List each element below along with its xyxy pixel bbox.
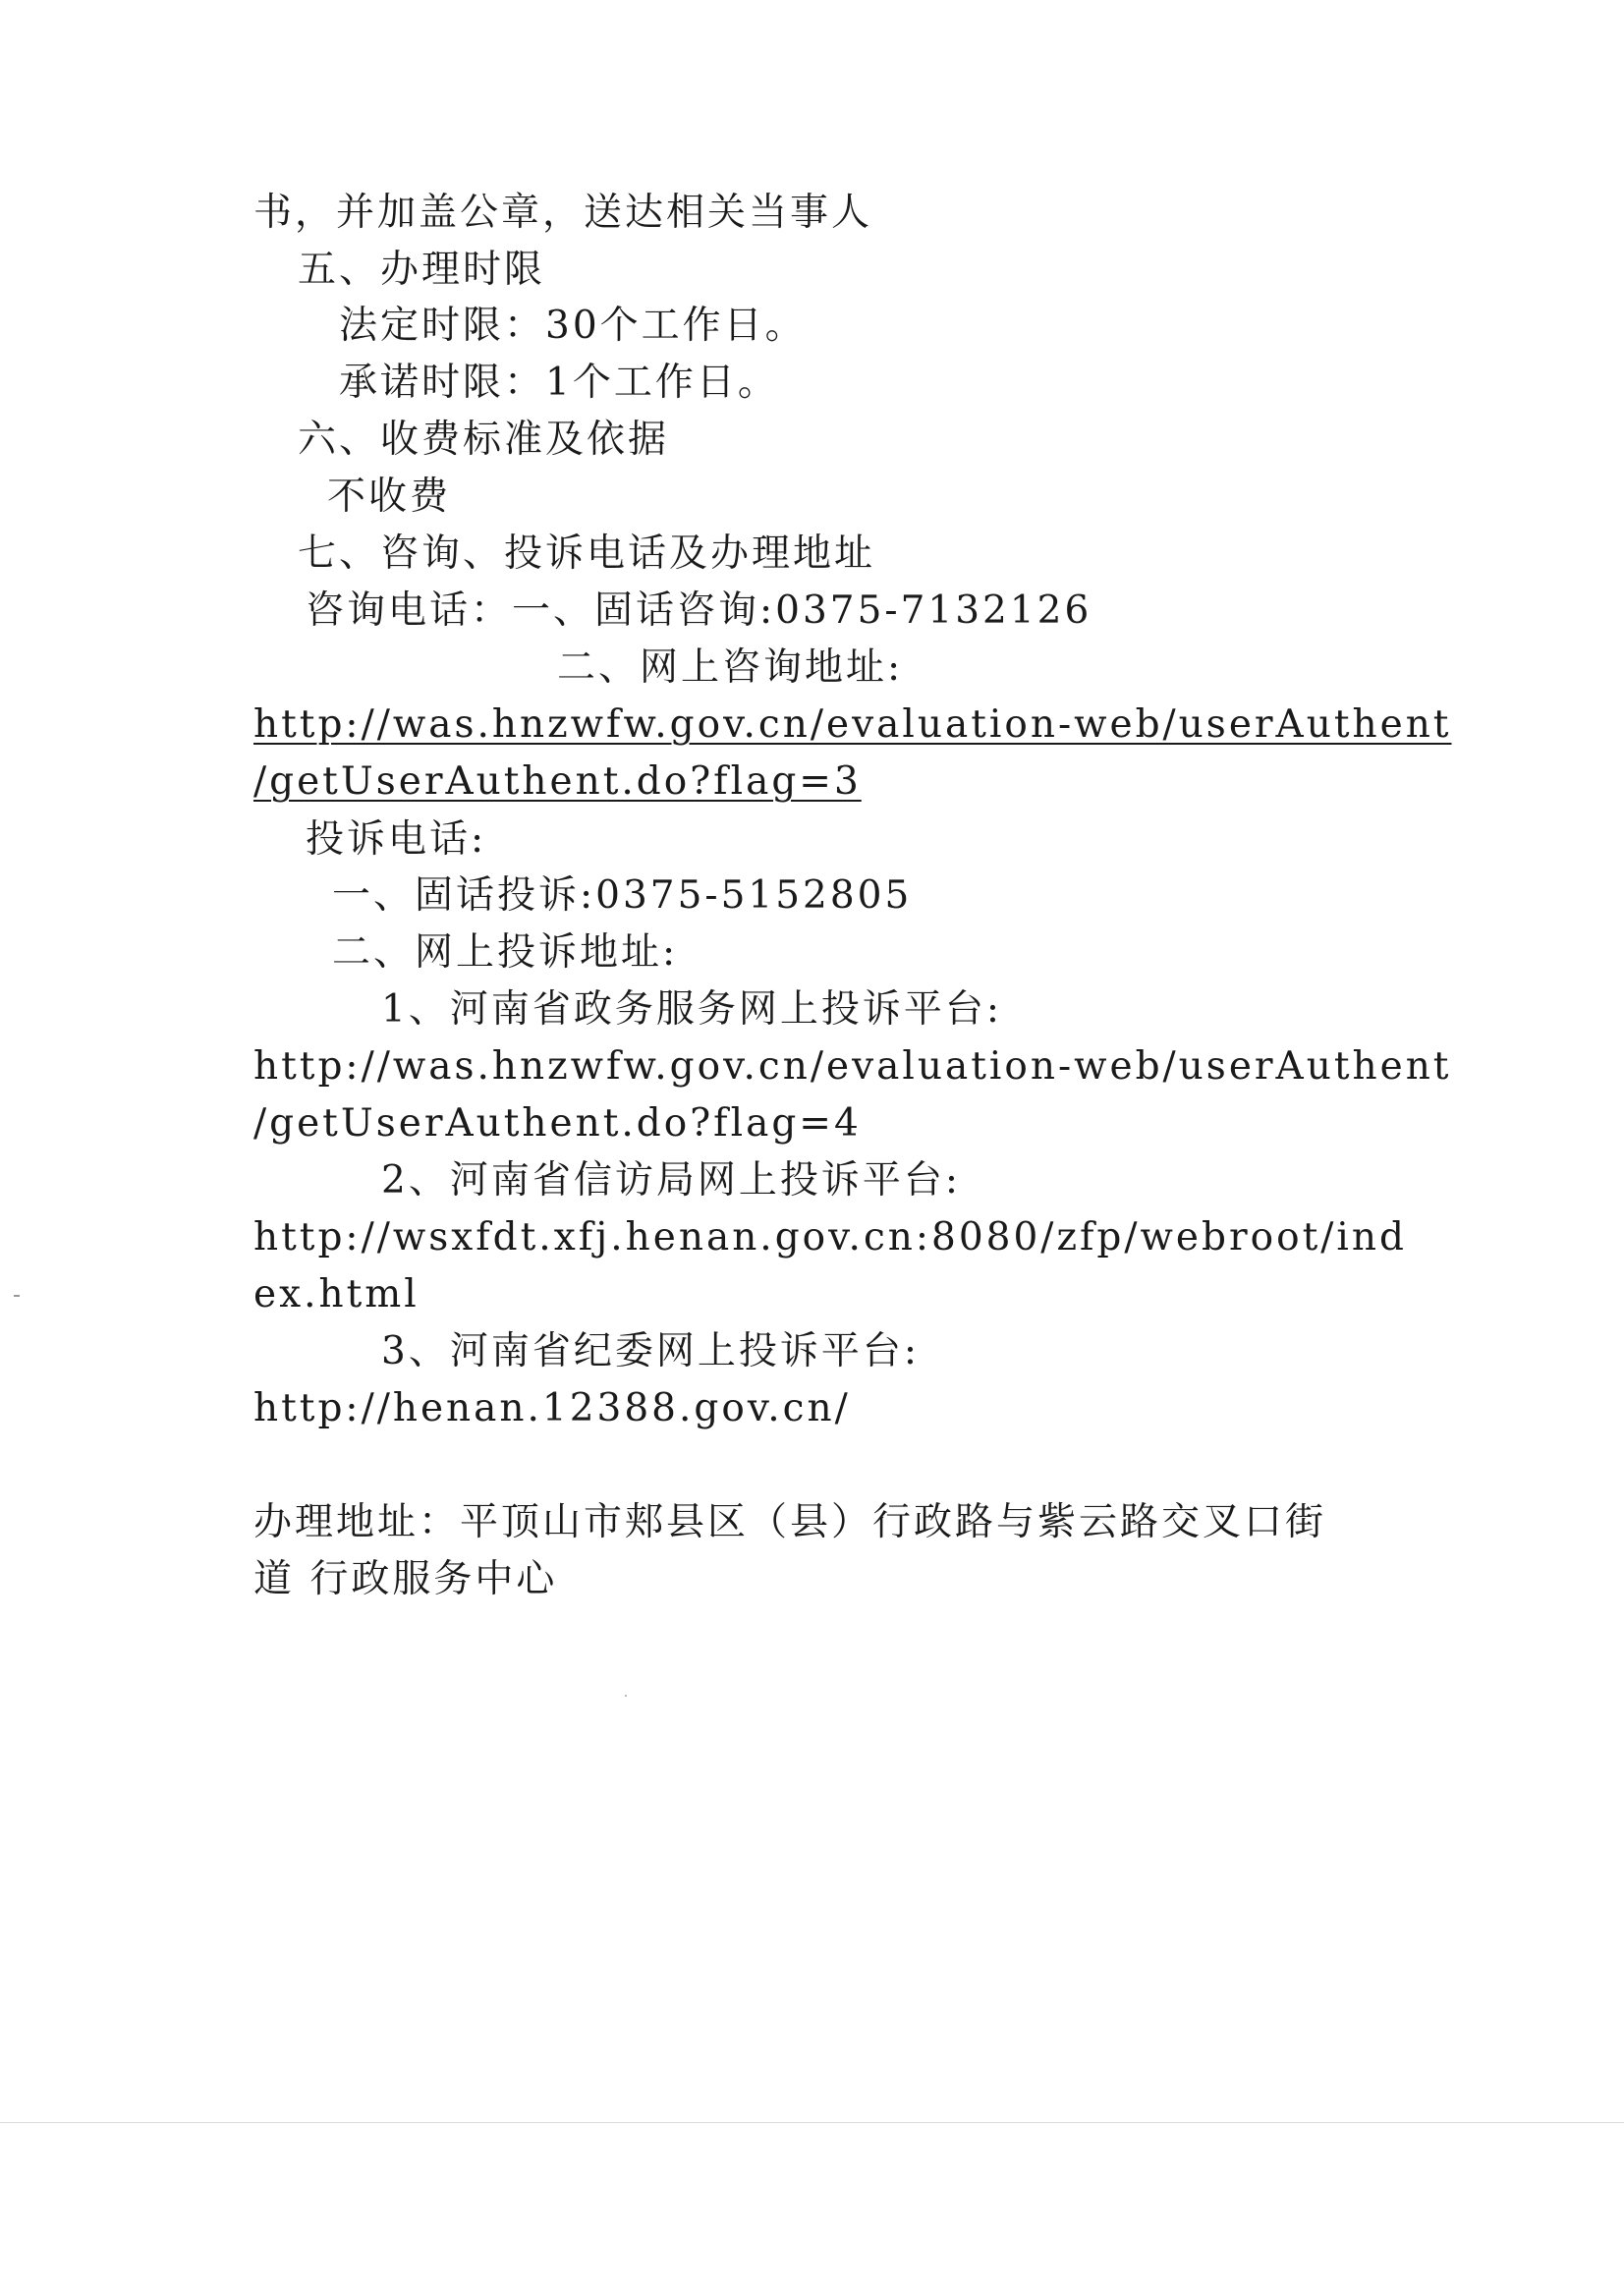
consult-url-line-1[interactable]: http://was.hnzwfw.gov.cn/evaluation-web/userAuthent — [253, 702, 1452, 747]
text-line-consult-phone: 咨询电话：一、固话咨询:0375-7132126 — [306, 588, 1092, 633]
section-heading-contact: 七、咨询、投诉电话及办理地址 — [298, 532, 876, 576]
text-line-landline-complaint: 一、固话投诉:0375-5152805 — [332, 873, 913, 918]
scan-edge-line — [0, 2122, 1624, 2123]
text-line-platform-1: 1、河南省政务服务网上投诉平台: — [381, 987, 1002, 1032]
scan-mark — [14, 1295, 20, 1297]
text-line-office-address-cont: 道 行政服务中心 — [253, 1557, 558, 1601]
text-line-platform-3: 3、河南省纪委网上投诉平台: — [381, 1329, 920, 1373]
text-line-online-consult-heading: 二、网上咨询地址: — [557, 645, 904, 690]
text-line-office-address: 办理地址：平顶山市郏县区（县）行政路与紫云路交叉口街 — [253, 1500, 1327, 1544]
text-line-complaint-phone: 投诉电话: — [306, 817, 487, 862]
scan-speck — [625, 1695, 627, 1697]
platform-2-url-line-1[interactable]: http://wsxfdt.xfj.henan.gov.cn:8080/zfp/webroot/ind — [253, 1215, 1407, 1259]
text-line-delivery: 书，并加盖公章，送达相关当事人 — [253, 191, 873, 235]
platform-3-url[interactable]: http://henan.12388.gov.cn/ — [253, 1386, 851, 1430]
text-line-online-complaint-heading: 二、网上投诉地址: — [332, 930, 679, 975]
text-line-platform-2: 2、河南省信访局网上投诉平台: — [381, 1158, 961, 1203]
platform-1-url-line-2[interactable]: /getUserAuthent.do?flag=4 — [253, 1101, 862, 1146]
platform-1-url-line-1[interactable]: http://was.hnzwfw.gov.cn/evaluation-web/userAuthent — [253, 1044, 1452, 1089]
text-line-legal-limit: 法定时限：30个工作日。 — [339, 304, 807, 348]
text-line-no-fee: 不收费 — [327, 475, 452, 519]
consult-url-line-2[interactable]: /getUserAuthent.do?flag=3 — [253, 759, 862, 804]
text-line-promised-limit: 承诺时限：1个工作日。 — [339, 361, 779, 405]
section-heading-time-limit: 五、办理时限 — [298, 248, 546, 292]
section-heading-fees: 六、收费标准及依据 — [298, 418, 670, 462]
platform-2-url-line-2[interactable]: ex.html — [253, 1272, 420, 1316]
